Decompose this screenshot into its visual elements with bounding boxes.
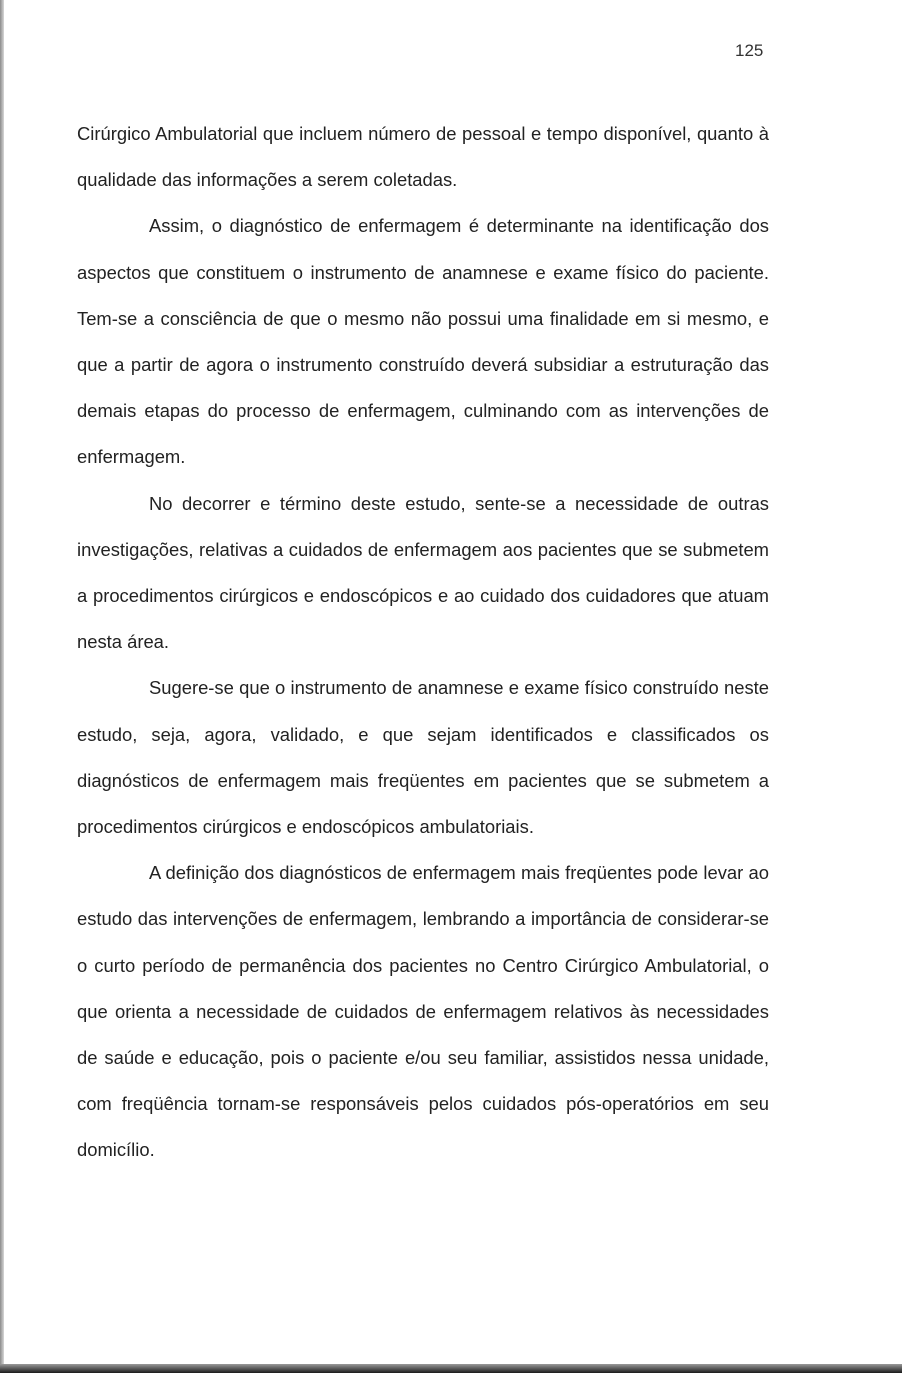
paragraph-1: Cirúrgico Ambulatorial que incluem número de pessoal e tempo disponível, quanto à qualidade das informações a serem coletadas. [77,123,769,191]
paragraph-3: No decorrer e término deste estudo, sente-se a necessidade de outras investigações, relativas a cuidados de enfermagem aos pacientes que se submetem a procedimentos cirúrgicos e endoscópicos e ao cuidado dos cuidadores que atuam nesta área. [77,492,769,653]
scan-bottom-edge [0,1364,902,1373]
page-number: 125 [735,41,764,60]
body-text [77,111,769,1174]
scan-left-edge [0,0,4,1373]
paragraph-4: Sugere-se que o instrumento de anamnese e exame físico construído neste estudo, seja, agora, validado, e que sejam identificados e classificados os diagnósticos de enfermagem mais freqüentes em pacientes que se submetem a procedimentos cirúrgicos e endoscópicos ambulatoriais. [77,677,769,838]
paragraph-5: A definição dos diagnósticos de enfermagem mais freqüentes pode levar ao estudo das intervenções de enfermagem, lembrando a importância de considerar-se o curto período de permanência dos pacientes no Centro Cirúrgico Ambulatorial, o que orienta a necessidade de cuidados de enfermagem relativos às necessidades de saúde e educação, pois o paciente e/ou seu familiar, assistidos nessa unidade, com freqüência tornam-se responsáveis pelos cuidados pós-operatórios em seu domicílio. [77,862,769,1161]
paragraph-2: Assim, o diagnóstico de enfermagem é determinante na identificação dos aspectos que constituem o instrumento de anamnese e exame físico do paciente. Tem-se a consciência de que o mesmo não possui uma finalidade em si mesmo, e que a partir de agora o instrumento construído deverá subsidiar a estruturação das demais etapas do processo de enfermagem, culminando com as intervenções de enfermagem. [77,215,769,468]
